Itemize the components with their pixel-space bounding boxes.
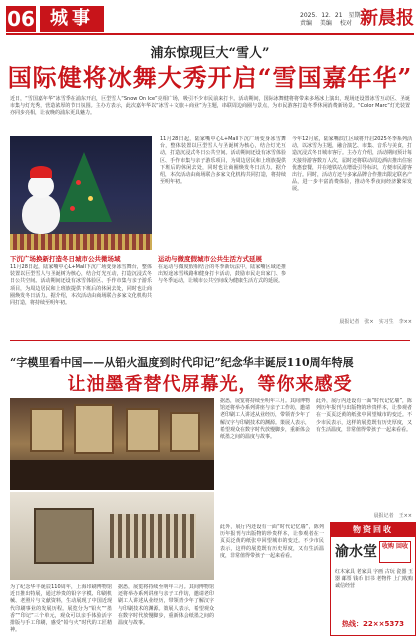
article2-credit: 晨报记者 王×× xyxy=(373,513,412,519)
ad-stamp: 收购 回收 xyxy=(379,541,411,563)
ornament xyxy=(70,206,75,211)
article2-headline: 让油墨香替代屏幕光，等你来感受 xyxy=(67,374,353,395)
framed-picture xyxy=(170,412,200,452)
date-line: 2025．12．21 星期一 xyxy=(300,12,367,19)
article2-column-extra: 此外，展厅内还设有一面“时代记忆墙”，陈列历年报刊与出版物的珍贵样本，让参观者在一页页泛黄的纸张中回望城市的变迁。不少市民表示，这样的展览既有历史厚度，又有生活温度，非常值得带孩子一起来看看。 xyxy=(220,524,324,559)
article2-column-right: 此外，展厅内还设有一面“时代记忆墙”，陈列历年报刊与出版物的珍贵样本，让参观者在一页页泛黄的纸张中回望城市的变迁。不少市民表示，这样的展览既有历史厚度，又有生活温度，非常值得带孩子一起来看看。 xyxy=(316,398,412,433)
ornament xyxy=(76,180,81,185)
ad-phone: 热线：22××5373 xyxy=(342,620,404,628)
article-divider xyxy=(10,340,410,341)
header-rule xyxy=(6,33,414,35)
article1-column-right: 今年12月底，陆家嘴滨江区域将开启2025冬季系列活动，以冰雪为主题，融合演艺、市集、音乐与美食，打造沉浸式冬日城市客厅。主办方介绍，活动期间预计每天接待游客数万人次，届时还将联动周边酒店推出住宿优惠套餐，并在地铁站点增设引导标识，方便市民游客出行。同时，活动方还与多家品牌合作推出限定联名产品，进一步丰富消费体验，推动冬季夜间经济繁荣发展。 xyxy=(292,136,412,193)
exhibition-photo xyxy=(10,398,214,490)
snowman-photo xyxy=(10,136,152,250)
framed-picture xyxy=(126,408,160,452)
recycling-ad xyxy=(330,522,416,636)
editor-line: 责编 美编 校对 xyxy=(300,20,352,27)
section2-heading: 运动与微度假城市公共生活方式延展 xyxy=(158,255,262,263)
section-title: 城事 xyxy=(40,6,104,32)
article2-column-bottom: 据悉，展览将持续至明年三月。其间博物馆还将举办系列讲座与亲子工作坊，邀请老印刷工人讲述从业经历，带领青少年了解汉字与印刷技术的渊源。策展人表示，希望观众在数字时代放慢脚步，重新体会纸墨之间的温度与故事。 xyxy=(118,584,214,627)
article1-credit: 晨报记者 张× 实习生 李×× xyxy=(339,319,412,325)
section1-body: 11月28日起，陆家嘴中心L+Mall下沉广场变身冰雪舞台，整体装置以巨型雪人与圣诞树为核心，结合灯光互动，打造沉浸式冬日公共空间。活动期间还设有冰雪体验区、手作市集与亲子游乐项目，为周边居民和上班族提供下班后的休闲去处，同时也让商圈焕发冬日活力。据介绍，本次活动由商场联合多家文化机构共同打造，将持续至明年初。 xyxy=(10,264,152,307)
snowman-hat-icon xyxy=(30,166,52,178)
ornament xyxy=(88,196,93,201)
display-cabinet xyxy=(10,460,214,490)
ad-description: 红木家具 老家具 字画 古玩 瓷器 玉器 邮票 钱币 旧书 老物件 上门收购 诚信经营 xyxy=(335,569,413,589)
framed-picture xyxy=(74,404,114,454)
ad-brand: 渝水堂 xyxy=(335,544,377,560)
page-number: 06 xyxy=(7,7,35,31)
ad-banner: 物资回收 xyxy=(331,523,415,537)
newspaper-logo: 新晨报 xyxy=(360,8,414,29)
type-blocks xyxy=(110,514,196,558)
article2-kicker: “字模里看中国——从铅火温度到时代印记”纪念华丰诞辰110周年特展 xyxy=(10,356,354,369)
header-date xyxy=(300,12,367,28)
snowman-body xyxy=(22,194,60,234)
christmas-tree-icon xyxy=(56,152,112,222)
article2-column-mid: 据悉，展览将持续至明年三月。其间博物馆还将举办系列讲座与亲子工作坊，邀请老印刷工人讲述从业经历，带领青少年了解汉字与印刷技术的渊源。策展人表示，希望观众在数字时代放慢脚步，重新体会纸墨之间的温度与故事。 xyxy=(220,398,310,441)
section2-body: 在运动与微度假相结合的冬季新玩法中，陆家嘴区域还推出短途冰雪线路和健身打卡活动，鼓励市民走出家门、参与冬季运动，让城市公共空间成为健康生活方式的延展。 xyxy=(158,264,286,285)
article1-column-mid: 11月28日起，陆家嘴中心L+Mall下沉广场变身冰雪舞台，整体装置以巨型雪人与圣诞树为核心，结合灯光互动，打造沉浸式冬日公共空间。活动期间还设有冰雪体验区、手作市集与亲子游乐项目，为周边居民和上班族提供下班后的休闲去处，同时也让商圈焕发冬日活力。据介绍，本次活动由商场联合多家文化机构共同打造，将持续至明年初。 xyxy=(160,136,286,186)
article1-lead: 近日，“雪国嘉年华”冰雪季在浦东开启，巨型雪人“Snow On Ice”亮相广场，吸引不少市民前来打卡。活动期间，国际冰舞健将将带来多场冰上演出，现场还设置冰雪互动区、圣诞市集与灯光秀，营造浓厚的节日氛围。主办方表示，此次嘉年华以“冰雪＋文旅＋商业”为主题，串联周边商圈与景点，为市民游客打造冬季休闲消费新场景。“Color Marc”灯光装置亦同步亮相，让夜晚的浦东更具魅力。 xyxy=(10,96,410,117)
article1-kicker: 浦东惊现巨大“雪人” xyxy=(150,46,270,61)
type-case xyxy=(34,508,94,564)
exhibit-detail-photo xyxy=(10,492,214,580)
string-lights xyxy=(10,234,152,250)
article1-headline: 国际健将冰舞大秀开启“雪国嘉年华” xyxy=(7,63,413,92)
framed-picture xyxy=(30,408,64,452)
section1-heading: 下沉广场换新打造冬日城市公共微场域 xyxy=(10,255,121,263)
page-header xyxy=(0,0,420,38)
article2-column-left: 为了纪念华丰诞辰110周年，上海印刷博物馆近日推出特展，通过珍贵的铅字字模、印刷机械、老照片与文献资料，生动展现了中国近现代印刷事业的发展历程。展览分为“铅火”“墨香”“印记”三个单元，观众可以亲手体验活字排版与手工印刷，感受“铅与火”时代的工匠精神。 xyxy=(10,584,112,634)
